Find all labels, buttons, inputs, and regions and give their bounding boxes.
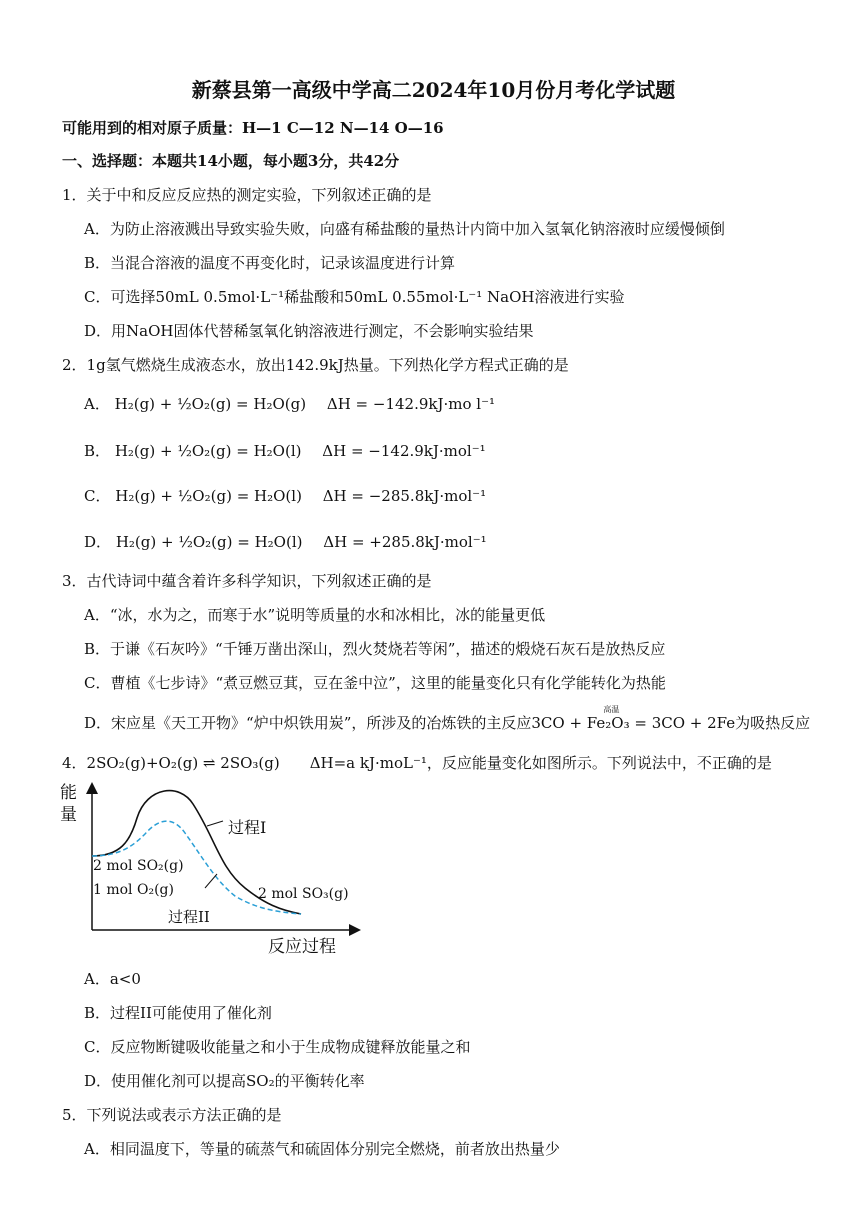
q3-stem: 3．古代诗词中蕴含着许多科学知识，下列叙述正确的是 bbox=[62, 572, 432, 590]
page-title: 新蔡县第一高级中学高二2024年10月份月考化学试题 bbox=[191, 78, 676, 102]
q1-option-b: B．当混合溶液的温度不再变化时，记录该温度进行计算 bbox=[84, 254, 456, 272]
option-label: A． bbox=[84, 395, 110, 413]
equation: H₂(g) + ½O₂(g) = H₂O(l) bbox=[115, 487, 302, 505]
axis-label-energy-1: 能 bbox=[60, 783, 77, 803]
reactant-label-so2: 2 mol SO₂(g) bbox=[93, 858, 184, 874]
q2-option-d bbox=[84, 531, 487, 552]
equation: H₂(g) + ½O₂(g) = H₂O(l) bbox=[114, 442, 302, 460]
equation: H₂(g) + ½O₂(g) = H₂O(l) bbox=[115, 533, 303, 551]
enthalpy: ΔH = +285.8kJ·mol⁻¹ bbox=[323, 533, 487, 551]
q2-option-b bbox=[84, 440, 486, 461]
q5-stem: 5．下列说法或表示方法正确的是 bbox=[62, 1106, 282, 1124]
q3-option-b: B．于谦《石灰吟》“千锤万凿出深山，烈火焚烧若等闲”，描述的煅烧石灰石是放热反应 bbox=[84, 640, 666, 658]
enthalpy: ΔH = −142.9kJ·mo l⁻¹ bbox=[326, 395, 496, 413]
label-pointer-2 bbox=[205, 874, 217, 888]
label-pointer-1 bbox=[207, 821, 223, 826]
q1-option-c: C．可选择50mL 0.5mol·L⁻¹稀盐酸和50mL 0.55mol·L⁻¹ NaOH溶液进行实验 bbox=[84, 288, 625, 306]
option-label: B． bbox=[84, 442, 111, 460]
equation: H₂(g) + ½O₂(g) = H₂O(g) bbox=[114, 395, 307, 413]
q4-stem: 4．2SO₂(g)+O₂(g) ⇌ 2SO₃(g) ΔH=a kJ·moL⁻¹，反应能量变化如图所示。下列说法中，不正确的是 bbox=[62, 754, 772, 772]
reactant-label-o2: 1 mol O₂(g) bbox=[93, 882, 174, 898]
reaction-formula: 3CO + Fe₂O₃ = 3CO + 2Fe bbox=[531, 714, 736, 732]
option-tail: 为吸热反应 bbox=[735, 714, 811, 732]
reaction-condition: 高温 bbox=[603, 705, 620, 714]
q5-option-a: A．相同温度下，等量的硫蒸气和硫固体分别完全燃烧，前者放出热量少 bbox=[84, 1140, 560, 1158]
curve-label-process-1: 过程I bbox=[228, 818, 267, 837]
q3-option-c: C．曹植《七步诗》“煮豆燃豆萁，豆在釜中泣”，这里的能量变化只有化学能转化为热能 bbox=[84, 674, 666, 692]
enthalpy: ΔH = −285.8kJ·mol⁻¹ bbox=[322, 487, 487, 505]
q2-option-c bbox=[84, 485, 486, 506]
product-label-so3: 2 mol SO₃(g) bbox=[258, 886, 349, 902]
q1-option-a: A．为防止溶液溅出导致实验失败，向盛有稀盐酸的量热计内筒中加入氢氧化钠溶液时应缓慢倾倒 bbox=[84, 220, 725, 238]
reaction-equation bbox=[531, 705, 736, 732]
option-label: C． bbox=[84, 487, 111, 505]
q4-option-d: D．使用催化剂可以提高SO₂的平衡转化率 bbox=[84, 1072, 365, 1090]
atomic-masses: 可能用到的相对原子质量：H—1 C—12 N—14 O—16 bbox=[62, 119, 444, 137]
q3-option-a: A．“冰，水为之，而寒于水”说明等质量的水和冰相比，冰的能量更低 bbox=[84, 606, 546, 624]
section-heading: 一、选择题：本题共14小题，每小题3分，共42分 bbox=[62, 152, 400, 170]
q4-option-b: B．过程II可能使用了催化剂 bbox=[84, 1004, 272, 1022]
q4-option-a: A．a<0 bbox=[84, 970, 141, 988]
axis-label-reaction-process: 反应过程 bbox=[268, 937, 336, 957]
q3-option-d bbox=[84, 705, 811, 733]
q2-stem: 2．1g氢气燃烧生成液态水，放出142.9kJ热量。下列热化学方程式正确的是 bbox=[62, 356, 569, 374]
q1-option-d: D．用NaOH固体代替稀氢氧化钠溶液进行测定，不会影响实验结果 bbox=[84, 322, 534, 340]
curve-label-process-2: 过程II bbox=[168, 908, 210, 926]
option-text: D．宋应星《天工开物》“炉中炽铁用炭”，所涉及的冶炼铁的主反应 bbox=[84, 714, 532, 732]
axis-label-energy-2: 量 bbox=[60, 805, 77, 825]
q2-option-a bbox=[84, 393, 495, 414]
q4-option-c: C．反应物断键吸收能量之和小于生成物成键释放能量之和 bbox=[84, 1038, 471, 1056]
q1-stem: 1．关于中和反应反应热的测定实验，下列叙述正确的是 bbox=[62, 186, 432, 204]
option-label: D． bbox=[84, 533, 112, 551]
enthalpy: ΔH = −142.9kJ·mol⁻¹ bbox=[322, 442, 486, 460]
